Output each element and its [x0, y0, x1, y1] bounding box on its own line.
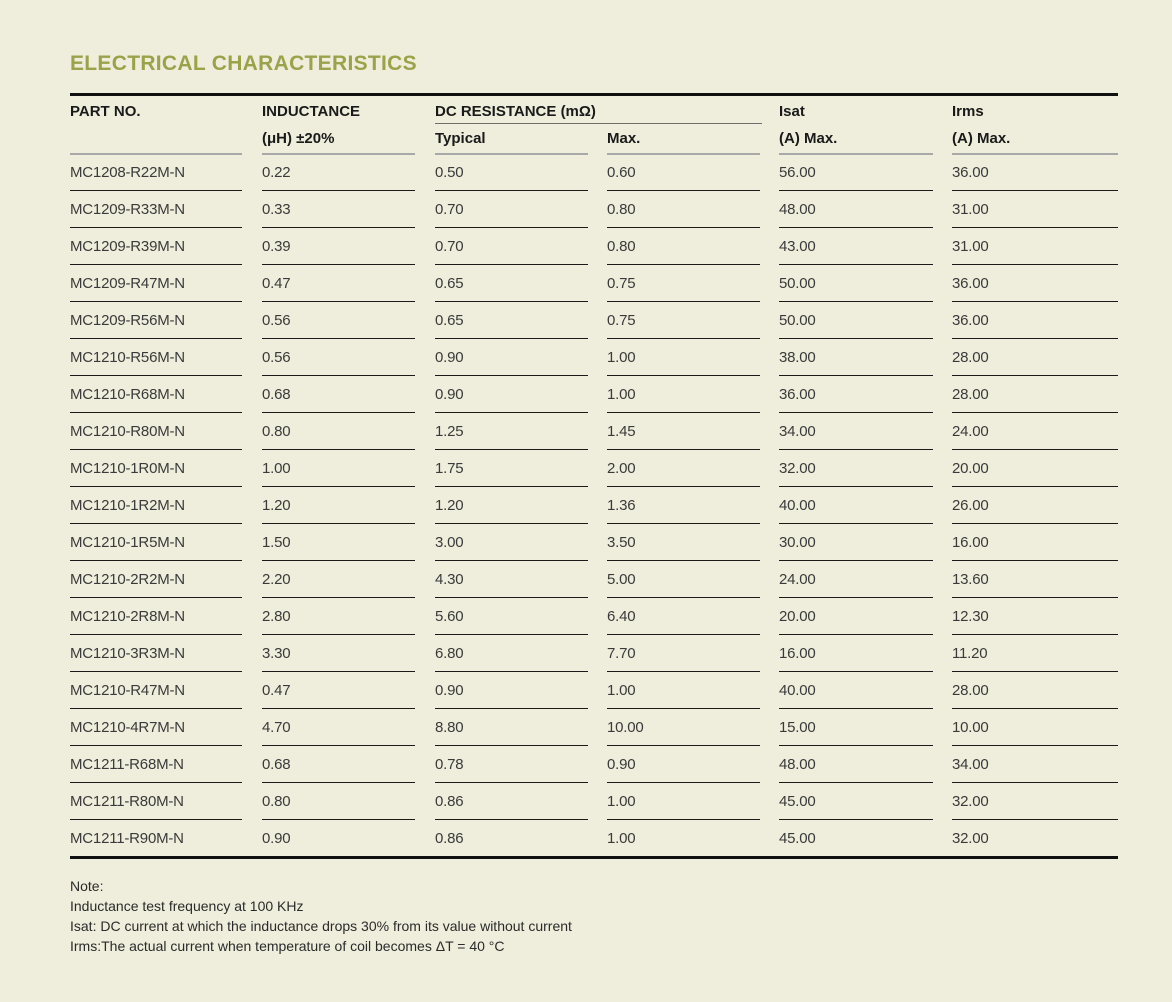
cell-dcr-max: 1.00 — [607, 830, 636, 847]
cell-inductance: 2.20 — [262, 571, 291, 588]
cell-irms: 24.00 — [952, 423, 989, 440]
cell-dcr-typical: 1.20 — [435, 497, 464, 514]
cell-isat: 48.00 — [779, 756, 816, 773]
cell-part-no: MC1210-R47M-N — [70, 682, 185, 699]
table-row — [70, 783, 1118, 820]
section-title: ELECTRICAL CHARACTERISTICS — [70, 52, 417, 75]
cell-isat: 40.00 — [779, 682, 816, 699]
cell-inductance: 0.39 — [262, 238, 291, 255]
cell-dcr-max: 1.36 — [607, 497, 636, 514]
cell-dcr-max: 0.80 — [607, 238, 636, 255]
notes-heading: Note: — [70, 878, 104, 894]
header-part-no: PART NO. — [70, 103, 141, 120]
cell-dcr-max: 0.90 — [607, 756, 636, 773]
cell-dcr-max: 0.75 — [607, 312, 636, 329]
table-row — [70, 376, 1118, 413]
cell-dcr-max: 1.00 — [607, 349, 636, 366]
header-isat: Isat — [779, 103, 805, 120]
cell-dcr-typical: 0.90 — [435, 386, 464, 403]
cell-part-no: MC1210-2R2M-N — [70, 571, 185, 588]
cell-irms: 31.00 — [952, 238, 989, 255]
cell-isat: 30.00 — [779, 534, 816, 551]
cell-dcr-max: 0.75 — [607, 275, 636, 292]
cell-dcr-max: 7.70 — [607, 645, 636, 662]
table-row — [70, 672, 1118, 709]
cell-dcr-typical: 5.60 — [435, 608, 464, 625]
cell-irms: 16.00 — [952, 534, 989, 551]
cell-dcr-max: 1.00 — [607, 682, 636, 699]
cell-inductance: 4.70 — [262, 719, 291, 736]
cell-inductance: 0.90 — [262, 830, 291, 847]
cell-isat: 50.00 — [779, 275, 816, 292]
header-max: Max. — [607, 130, 641, 147]
cell-inductance: 3.30 — [262, 645, 291, 662]
table-row — [70, 413, 1118, 450]
cell-dcr-max: 5.00 — [607, 571, 636, 588]
cell-inductance: 2.80 — [262, 608, 291, 625]
cell-irms: 11.20 — [952, 645, 988, 662]
cell-dcr-typical: 0.86 — [435, 793, 464, 810]
cell-dcr-max: 0.60 — [607, 164, 636, 181]
cell-inductance: 0.56 — [262, 312, 291, 329]
table-row — [70, 561, 1118, 598]
cell-dcr-typical: 0.90 — [435, 682, 464, 699]
cell-part-no: MC1209-R56M-N — [70, 312, 185, 329]
cell-isat: 32.00 — [779, 460, 816, 477]
table-row — [70, 635, 1118, 672]
cell-dcr-max: 0.80 — [607, 201, 636, 218]
header-dc-resistance: DC RESISTANCE (mΩ) — [435, 103, 596, 120]
note-line: Isat: DC current at which the inductance drops 30% from its value without current — [70, 918, 572, 934]
cell-dcr-typical: 0.65 — [435, 275, 464, 292]
cell-part-no: MC1210-1R5M-N — [70, 534, 185, 551]
cell-irms: 12.30 — [952, 608, 989, 625]
cell-isat: 56.00 — [779, 164, 816, 181]
cell-part-no: MC1210-R80M-N — [70, 423, 185, 440]
cell-inductance: 0.56 — [262, 349, 291, 366]
note-line: Irms:The actual current when temperature of coil becomes ΔT = 40 °C — [70, 938, 505, 954]
cell-dcr-typical: 4.30 — [435, 571, 464, 588]
cell-irms: 28.00 — [952, 349, 989, 366]
cell-isat: 34.00 — [779, 423, 816, 440]
cell-isat: 43.00 — [779, 238, 816, 255]
cell-isat: 24.00 — [779, 571, 816, 588]
table-row — [70, 265, 1118, 302]
table-row — [70, 228, 1118, 265]
table-bottom-rule — [70, 856, 1118, 859]
cell-part-no: MC1210-1R2M-N — [70, 497, 185, 514]
cell-part-no: MC1211-R90M-N — [70, 830, 184, 847]
cell-irms: 36.00 — [952, 275, 989, 292]
cell-part-no: MC1209-R47M-N — [70, 275, 185, 292]
note-line: Inductance test frequency at 100 KHz — [70, 898, 304, 914]
cell-inductance: 0.80 — [262, 423, 291, 440]
cell-inductance: 0.80 — [262, 793, 291, 810]
cell-part-no: MC1211-R80M-N — [70, 793, 184, 810]
table-row — [70, 524, 1118, 561]
cell-isat: 36.00 — [779, 386, 816, 403]
table-row — [70, 191, 1118, 228]
table-row — [70, 154, 1118, 191]
cell-inductance: 0.68 — [262, 756, 291, 773]
cell-isat: 45.00 — [779, 793, 816, 810]
notes — [70, 876, 572, 956]
table-row — [70, 487, 1118, 524]
cell-inductance: 0.22 — [262, 164, 291, 181]
cell-irms: 28.00 — [952, 386, 989, 403]
cell-irms: 34.00 — [952, 756, 989, 773]
header-irms-unit: (A) Max. — [952, 130, 1011, 147]
cell-dcr-typical: 1.25 — [435, 423, 464, 440]
cell-dcr-typical: 0.86 — [435, 830, 464, 847]
cell-dcr-typical: 1.75 — [435, 460, 464, 477]
cell-part-no: MC1210-1R0M-N — [70, 460, 185, 477]
cell-isat: 45.00 — [779, 830, 816, 847]
cell-irms: 36.00 — [952, 164, 989, 181]
header-row-2 — [70, 124, 1118, 152]
header-typical: Typical — [435, 130, 486, 147]
cell-isat: 48.00 — [779, 201, 816, 218]
cell-part-no: MC1210-R56M-N — [70, 349, 185, 366]
cell-isat: 20.00 — [779, 608, 816, 625]
table-body — [70, 154, 1118, 857]
cell-part-no: MC1210-R68M-N — [70, 386, 185, 403]
cell-isat: 38.00 — [779, 349, 816, 366]
table-row — [70, 339, 1118, 376]
cell-irms: 32.00 — [952, 830, 989, 847]
header-inductance-unit: (μH) ±20% — [262, 130, 335, 147]
cell-dcr-max: 1.45 — [607, 423, 636, 440]
cell-part-no: MC1208-R22M-N — [70, 164, 185, 181]
cell-dcr-typical: 0.50 — [435, 164, 464, 181]
cell-part-no: MC1210-2R8M-N — [70, 608, 185, 625]
header-inductance: INDUCTANCE — [262, 103, 361, 120]
table-row — [70, 302, 1118, 339]
cell-irms: 10.00 — [952, 719, 989, 736]
cell-dcr-max: 2.00 — [607, 460, 636, 477]
table-row — [70, 746, 1118, 783]
cell-dcr-typical: 0.70 — [435, 238, 464, 255]
table-row — [70, 598, 1118, 635]
header-irms: Irms — [952, 103, 984, 120]
cell-irms: 36.00 — [952, 312, 989, 329]
cell-inductance: 1.20 — [262, 497, 291, 514]
cell-dcr-typical: 8.80 — [435, 719, 464, 736]
cell-inductance: 1.50 — [262, 534, 291, 551]
cell-irms: 20.00 — [952, 460, 989, 477]
cell-part-no: MC1210-4R7M-N — [70, 719, 185, 736]
cell-irms: 13.60 — [952, 571, 989, 588]
cell-isat: 50.00 — [779, 312, 816, 329]
cell-inductance: 0.47 — [262, 275, 291, 292]
table-row — [70, 820, 1118, 857]
header-row-1 — [70, 96, 1118, 124]
cell-dcr-max: 10.00 — [607, 719, 644, 736]
cell-dcr-typical: 3.00 — [435, 534, 464, 551]
table-row — [70, 450, 1118, 487]
cell-dcr-typical: 0.70 — [435, 201, 464, 218]
cell-irms: 32.00 — [952, 793, 989, 810]
cell-part-no: MC1211-R68M-N — [70, 756, 184, 773]
cell-dcr-typical: 0.65 — [435, 312, 464, 329]
cell-dcr-typical: 0.90 — [435, 349, 464, 366]
cell-part-no: MC1209-R39M-N — [70, 238, 185, 255]
cell-inductance: 1.00 — [262, 460, 291, 477]
electrical-characteristics-table — [70, 93, 1118, 857]
header-isat-unit: (A) Max. — [779, 130, 838, 147]
cell-irms: 28.00 — [952, 682, 989, 699]
cell-dcr-max: 6.40 — [607, 608, 636, 625]
cell-part-no: MC1210-3R3M-N — [70, 645, 185, 662]
cell-inductance: 0.47 — [262, 682, 291, 699]
cell-inductance: 0.33 — [262, 201, 291, 218]
cell-dcr-max: 1.00 — [607, 386, 636, 403]
cell-dcr-typical: 6.80 — [435, 645, 464, 662]
cell-irms: 31.00 — [952, 201, 989, 218]
cell-isat: 15.00 — [779, 719, 816, 736]
cell-inductance: 0.68 — [262, 386, 291, 403]
cell-dcr-max: 1.00 — [607, 793, 636, 810]
cell-isat: 40.00 — [779, 497, 816, 514]
cell-irms: 26.00 — [952, 497, 989, 514]
cell-dcr-max: 3.50 — [607, 534, 636, 551]
table-row — [70, 709, 1118, 746]
cell-isat: 16.00 — [779, 645, 816, 662]
cell-part-no: MC1209-R33M-N — [70, 201, 185, 218]
cell-dcr-typical: 0.78 — [435, 756, 464, 773]
